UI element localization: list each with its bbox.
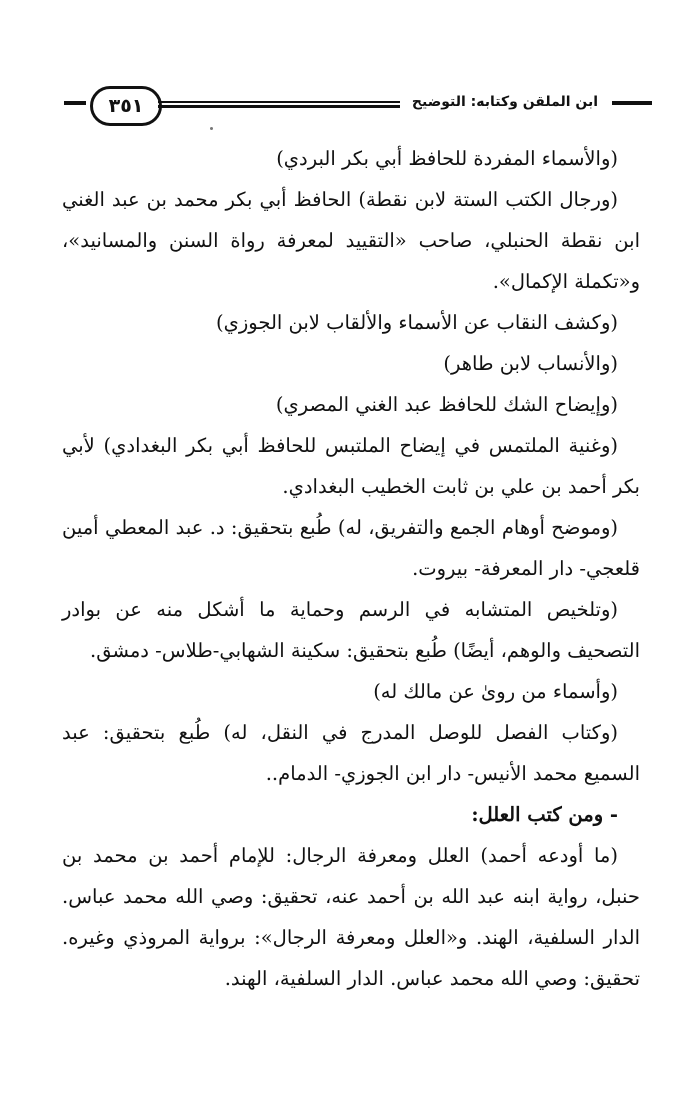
running-title: ابن الملقن وكتابه: التوضيح xyxy=(400,90,610,114)
paragraph: (وموضح أوهام الجمع والتفريق، له) طُبع بتحقيق: د. عبد المعطي أمين قلعجي- دار المعرفة- بيروت. xyxy=(62,516,640,580)
paragraph: (وأسماء من روىٰ عن مالك له) xyxy=(373,680,618,703)
paragraph: (والأنساب لابن طاهر) xyxy=(443,352,618,375)
header-rule-right xyxy=(612,101,652,105)
paragraph: (ما أودعه أحمد) العلل ومعرفة الرجال: للإمام أحمد بن محمد بن حنبل، رواية ابنه عبد الله بن أحمد عنه، تحقيق: وصي الله محمد عباس. الدار السلفية، الهند. و«العلل ومعرفة الرجال»: برواية المروذي وغيره. تحقيق: وصي الله محمد عباس. الدار السلفية، الهند. xyxy=(62,844,640,990)
body-text xyxy=(62,138,640,999)
paragraph: (وتلخيص المتشابه في الرسم وحماية ما أشكل منه عن بوادر التصحيف والوهم، أيضًا) طُبع بتحقيق: سكينة الشهابي-طلاس- دمشق. xyxy=(62,598,640,662)
paragraph: (والأسماء المفردة للحافظ أبي بكر البردي) xyxy=(276,147,618,170)
stray-dot xyxy=(210,127,213,130)
paragraph: (وغنية الملتمس في إيضاح الملتبس للحافظ أبي بكر البغدادي) لأبي بكر أحمد بن علي بن ثابت الخطيب البغدادي. xyxy=(62,434,640,498)
paragraph: (ورجال الكتب الستة لابن نقطة) الحافظ أبي بكر محمد بن عبد الغني ابن نقطة الحنبلي، صاحب «التقييد لمعرفة رواة السنن والمسانيد»، و«تكملة الإكمال». xyxy=(62,188,640,293)
section-heading: - ومن كتب العلل: xyxy=(471,803,618,826)
paragraph: (وكشف النقاب عن الأسماء والألقاب لابن الجوزي) xyxy=(216,311,618,334)
paragraph: (وإيضاح الشك للحافظ عبد الغني المصري) xyxy=(275,393,618,416)
page-number: ٣٥١ xyxy=(90,86,162,126)
running-header xyxy=(60,84,652,128)
header-rule-left xyxy=(64,101,86,105)
paragraph: (وكتاب الفصل للوصل المدرج في النقل، له) طُبع بتحقيق: عبد السميع محمد الأنيس- دار ابن الجوزي- الدمام.. xyxy=(62,721,640,785)
